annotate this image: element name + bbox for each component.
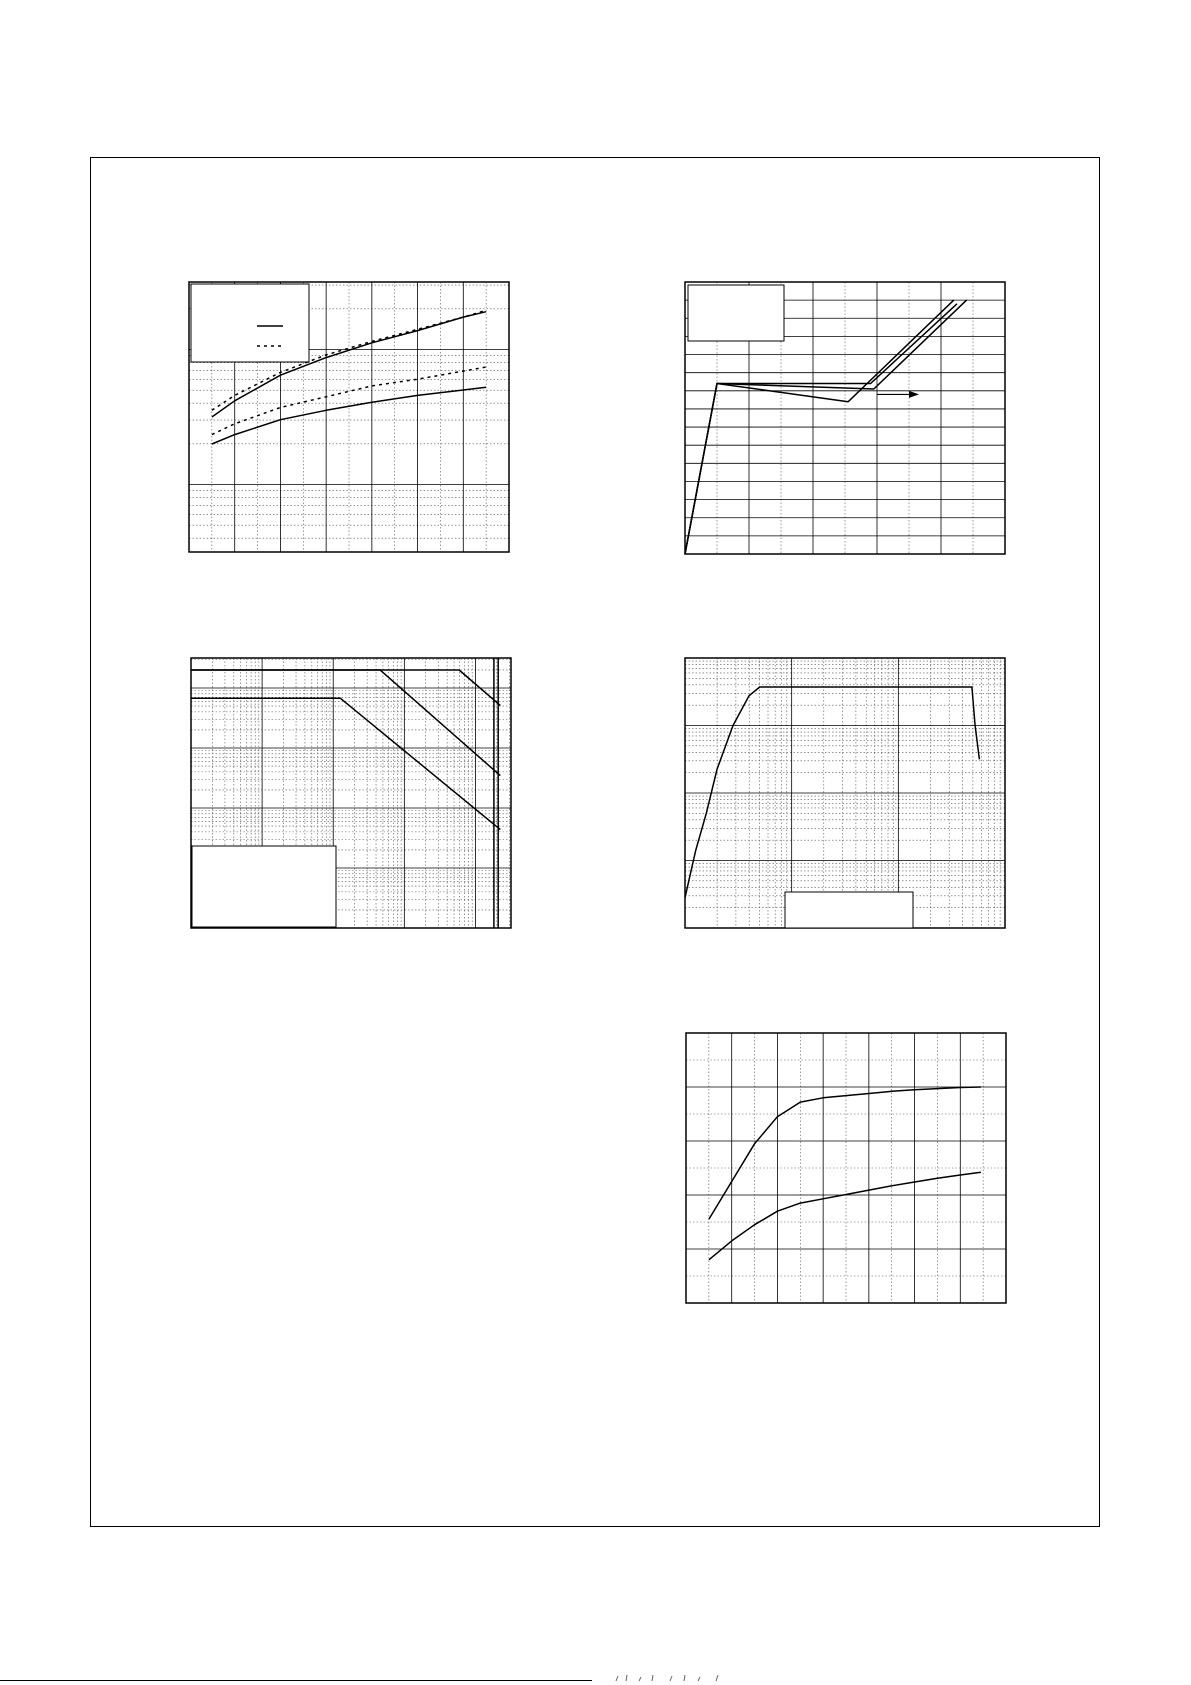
legend-box (688, 285, 784, 341)
chart-1 (189, 282, 509, 552)
chart-5 (686, 1033, 1006, 1303)
chart-4-svg (685, 658, 1005, 928)
chart-2-svg (685, 282, 1005, 554)
chart-4 (685, 658, 1005, 928)
footer-rule (0, 1680, 592, 1681)
minor-grid (686, 1033, 1006, 1303)
legend-box (191, 284, 309, 362)
series-2-line (709, 1172, 981, 1260)
series-1-line (685, 687, 979, 898)
plot-frame (686, 1033, 1006, 1303)
major-grid (686, 1033, 1006, 1303)
chart-1-svg (189, 282, 509, 552)
legend-box (192, 846, 336, 927)
chart-3-svg (191, 658, 511, 928)
series-1-line (709, 1087, 981, 1219)
chart-5-svg (686, 1033, 1006, 1303)
chart-3 (191, 658, 511, 928)
major-grid (685, 658, 1005, 928)
annotation-arrow-head (909, 391, 919, 398)
series-group (685, 687, 979, 898)
legend-box (785, 892, 913, 928)
chart-2 (685, 282, 1005, 554)
footer-marks (612, 1672, 772, 1682)
series-group (709, 1087, 981, 1260)
